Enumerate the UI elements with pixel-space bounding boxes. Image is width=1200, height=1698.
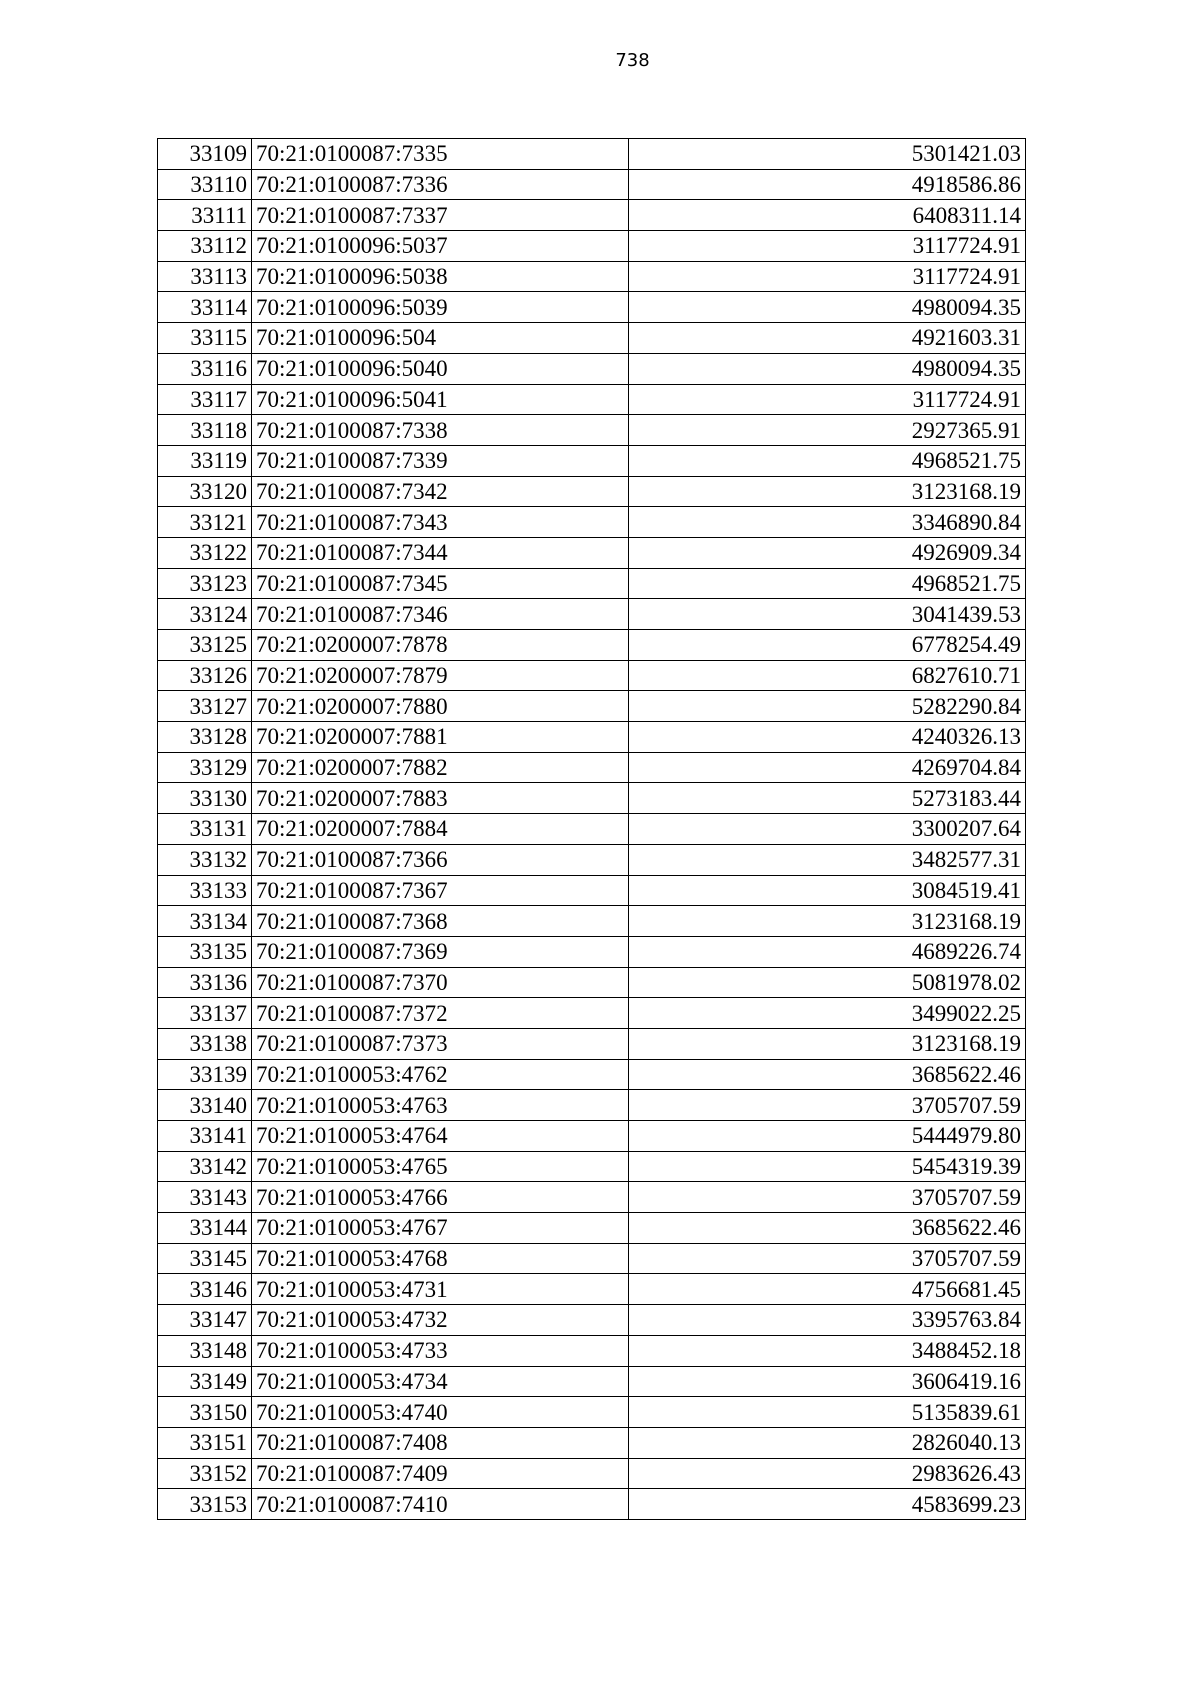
table-row <box>158 1458 1026 1489</box>
cadastral-number: 70:21:0100053:4767 <box>252 1213 629 1244</box>
table-row <box>158 1182 1026 1213</box>
table-row <box>158 1305 1026 1336</box>
cadastral-value: 3685622.46 <box>629 1059 1026 1090</box>
row-number: 33125 <box>158 630 252 661</box>
cadastral-number: 70:21:0100087:7369 <box>252 936 629 967</box>
cadastral-number: 70:21:0100087:7408 <box>252 1427 629 1458</box>
row-number: 33137 <box>158 998 252 1029</box>
cadastral-number: 70:21:0200007:7882 <box>252 752 629 783</box>
cadastral-number: 70:21:0100053:4768 <box>252 1243 629 1274</box>
cadastral-number: 70:21:0100087:7342 <box>252 476 629 507</box>
table-row <box>158 691 1026 722</box>
cadastral-number: 70:21:0100087:7339 <box>252 445 629 476</box>
cadastral-value: 4921603.31 <box>629 323 1026 354</box>
cadastral-number: 70:21:0100053:4731 <box>252 1274 629 1305</box>
cadastral-number: 70:21:0100096:5038 <box>252 261 629 292</box>
cadastral-number: 70:21:0100087:7335 <box>252 139 629 170</box>
cadastral-number: 70:21:0200007:7880 <box>252 691 629 722</box>
cadastral-number: 70:21:0200007:7884 <box>252 814 629 845</box>
page-number: 738 <box>615 50 650 71</box>
row-number: 33129 <box>158 752 252 783</box>
cadastral-value: 3117724.91 <box>629 261 1026 292</box>
cadastral-value: 3346890.84 <box>629 507 1026 538</box>
row-number: 33141 <box>158 1121 252 1152</box>
table-row <box>158 231 1026 262</box>
table-row <box>158 998 1026 1029</box>
row-number: 33134 <box>158 906 252 937</box>
row-number: 33139 <box>158 1059 252 1090</box>
cadastral-number: 70:21:0100053:4762 <box>252 1059 629 1090</box>
row-number: 33126 <box>158 660 252 691</box>
table-row <box>158 415 1026 446</box>
cadastral-value: 4968521.75 <box>629 445 1026 476</box>
table-row <box>158 814 1026 845</box>
cadastral-value: 3685622.46 <box>629 1213 1026 1244</box>
cadastral-value: 6408311.14 <box>629 200 1026 231</box>
cadastral-value: 5282290.84 <box>629 691 1026 722</box>
table-row <box>158 292 1026 323</box>
cadastral-value: 3117724.91 <box>629 384 1026 415</box>
cadastral-number: 70:21:0100096:5040 <box>252 353 629 384</box>
table-row <box>158 967 1026 998</box>
table-row <box>158 906 1026 937</box>
table-row <box>158 844 1026 875</box>
cadastral-number: 70:21:0100053:4764 <box>252 1121 629 1152</box>
cadastral-number: 70:21:0100087:7346 <box>252 599 629 630</box>
table-row <box>158 630 1026 661</box>
cadastral-number: 70:21:0100087:7410 <box>252 1489 629 1520</box>
row-number: 33128 <box>158 722 252 753</box>
cadastral-value: 3705707.59 <box>629 1090 1026 1121</box>
table-row <box>158 1059 1026 1090</box>
cadastral-number: 70:21:0100053:4734 <box>252 1366 629 1397</box>
cadastral-value: 3499022.25 <box>629 998 1026 1029</box>
row-number: 33119 <box>158 445 252 476</box>
cadastral-number: 70:21:0100053:4763 <box>252 1090 629 1121</box>
cadastral-value: 3606419.16 <box>629 1366 1026 1397</box>
cadastral-number: 70:21:0200007:7881 <box>252 722 629 753</box>
table-row <box>158 722 1026 753</box>
table-row <box>158 1335 1026 1366</box>
cadastral-number: 70:21:0100053:4733 <box>252 1335 629 1366</box>
cadastral-value: 3705707.59 <box>629 1182 1026 1213</box>
cadastral-value: 4918586.86 <box>629 169 1026 200</box>
table-row <box>158 1366 1026 1397</box>
cadastral-number: 70:21:0100053:4766 <box>252 1182 629 1213</box>
table-row <box>158 476 1026 507</box>
table-row <box>158 507 1026 538</box>
cadastral-value: 4926909.34 <box>629 537 1026 568</box>
row-number: 33138 <box>158 1028 252 1059</box>
cadastral-number: 70:21:0100087:7343 <box>252 507 629 538</box>
row-number: 33135 <box>158 936 252 967</box>
cadastral-number: 70:21:0100096:5039 <box>252 292 629 323</box>
row-number: 33123 <box>158 568 252 599</box>
table-row <box>158 1090 1026 1121</box>
cadastral-value: 3488452.18 <box>629 1335 1026 1366</box>
row-number: 33127 <box>158 691 252 722</box>
cadastral-value: 2826040.13 <box>629 1427 1026 1458</box>
row-number: 33140 <box>158 1090 252 1121</box>
cadastral-value: 3300207.64 <box>629 814 1026 845</box>
row-number: 33131 <box>158 814 252 845</box>
row-number: 33148 <box>158 1335 252 1366</box>
cadastral-value: 3123168.19 <box>629 1028 1026 1059</box>
table-row <box>158 783 1026 814</box>
cadastral-value: 3705707.59 <box>629 1243 1026 1274</box>
table-row <box>158 1243 1026 1274</box>
table-row <box>158 384 1026 415</box>
table-row <box>158 568 1026 599</box>
cadastral-number: 70:21:0100087:7366 <box>252 844 629 875</box>
table-row <box>158 1489 1026 1520</box>
cadastral-number: 70:21:0100096:5037 <box>252 231 629 262</box>
table-row <box>158 1427 1026 1458</box>
row-number: 33152 <box>158 1458 252 1489</box>
cadastral-value-table <box>157 138 1026 1520</box>
row-number: 33109 <box>158 139 252 170</box>
row-number: 33110 <box>158 169 252 200</box>
cadastral-value: 6827610.71 <box>629 660 1026 691</box>
table-row <box>158 445 1026 476</box>
cadastral-number: 70:21:0200007:7879 <box>252 660 629 691</box>
table-row <box>158 599 1026 630</box>
row-number: 33145 <box>158 1243 252 1274</box>
row-number: 33117 <box>158 384 252 415</box>
row-number: 33115 <box>158 323 252 354</box>
cadastral-number: 70:21:0100087:7337 <box>252 200 629 231</box>
cadastral-value: 3041439.53 <box>629 599 1026 630</box>
cadastral-value: 4583699.23 <box>629 1489 1026 1520</box>
cadastral-value: 4980094.35 <box>629 292 1026 323</box>
cadastral-value: 3482577.31 <box>629 844 1026 875</box>
row-number: 33151 <box>158 1427 252 1458</box>
row-number: 33118 <box>158 415 252 446</box>
table-row <box>158 1397 1026 1428</box>
table-row <box>158 323 1026 354</box>
cadastral-value: 6778254.49 <box>629 630 1026 661</box>
cadastral-number: 70:21:0100087:7344 <box>252 537 629 568</box>
cadastral-value: 2983626.43 <box>629 1458 1026 1489</box>
cadastral-value: 3395763.84 <box>629 1305 1026 1336</box>
cadastral-number: 70:21:0100096:5041 <box>252 384 629 415</box>
table-row <box>158 1151 1026 1182</box>
table-row <box>158 261 1026 292</box>
cadastral-value: 5273183.44 <box>629 783 1026 814</box>
cadastral-value: 2927365.91 <box>629 415 1026 446</box>
cadastral-number: 70:21:0100087:7372 <box>252 998 629 1029</box>
row-number: 33112 <box>158 231 252 262</box>
table-row <box>158 1028 1026 1059</box>
row-number: 33124 <box>158 599 252 630</box>
table-row <box>158 353 1026 384</box>
row-number: 33153 <box>158 1489 252 1520</box>
cadastral-number: 70:21:0100087:7368 <box>252 906 629 937</box>
table-row <box>158 660 1026 691</box>
row-number: 33114 <box>158 292 252 323</box>
cadastral-value: 5135839.61 <box>629 1397 1026 1428</box>
cadastral-value: 3084519.41 <box>629 875 1026 906</box>
cadastral-value: 3117724.91 <box>629 231 1026 262</box>
table-row <box>158 875 1026 906</box>
cadastral-value: 4269704.84 <box>629 752 1026 783</box>
row-number: 33142 <box>158 1151 252 1182</box>
row-number: 33146 <box>158 1274 252 1305</box>
cadastral-number: 70:21:0200007:7883 <box>252 783 629 814</box>
row-number: 33122 <box>158 537 252 568</box>
cadastral-value: 4240326.13 <box>629 722 1026 753</box>
table-row <box>158 169 1026 200</box>
table-row <box>158 1213 1026 1244</box>
cadastral-value: 3123168.19 <box>629 906 1026 937</box>
cadastral-number: 70:21:0100053:4732 <box>252 1305 629 1336</box>
row-number: 33150 <box>158 1397 252 1428</box>
cadastral-value: 5454319.39 <box>629 1151 1026 1182</box>
table-row <box>158 936 1026 967</box>
row-number: 33143 <box>158 1182 252 1213</box>
table-row <box>158 537 1026 568</box>
cadastral-value: 4980094.35 <box>629 353 1026 384</box>
cadastral-number: 70:21:0100087:7373 <box>252 1028 629 1059</box>
row-number: 33147 <box>158 1305 252 1336</box>
table-row <box>158 200 1026 231</box>
row-number: 33120 <box>158 476 252 507</box>
cadastral-value: 5301421.03 <box>629 139 1026 170</box>
row-number: 33121 <box>158 507 252 538</box>
row-number: 33130 <box>158 783 252 814</box>
table-row <box>158 1274 1026 1305</box>
cadastral-value: 4756681.45 <box>629 1274 1026 1305</box>
cadastral-value: 3123168.19 <box>629 476 1026 507</box>
row-number: 33149 <box>158 1366 252 1397</box>
row-number: 33111 <box>158 200 252 231</box>
cadastral-value: 5444979.80 <box>629 1121 1026 1152</box>
cadastral-number: 70:21:0200007:7878 <box>252 630 629 661</box>
row-number: 33136 <box>158 967 252 998</box>
cadastral-number: 70:21:0100087:7345 <box>252 568 629 599</box>
cadastral-value: 4968521.75 <box>629 568 1026 599</box>
table-row <box>158 139 1026 170</box>
table-body <box>158 139 1026 1520</box>
cadastral-number: 70:21:0100053:4765 <box>252 1151 629 1182</box>
table-row <box>158 1121 1026 1152</box>
cadastral-number: 70:21:0100087:7336 <box>252 169 629 200</box>
row-number: 33116 <box>158 353 252 384</box>
cadastral-number: 70:21:0100053:4740 <box>252 1397 629 1428</box>
table-row <box>158 752 1026 783</box>
cadastral-number: 70:21:0100096:504 <box>252 323 629 354</box>
cadastral-number: 70:21:0100087:7409 <box>252 1458 629 1489</box>
cadastral-number: 70:21:0100087:7367 <box>252 875 629 906</box>
row-number: 33113 <box>158 261 252 292</box>
cadastral-number: 70:21:0100087:7370 <box>252 967 629 998</box>
row-number: 33133 <box>158 875 252 906</box>
cadastral-number: 70:21:0100087:7338 <box>252 415 629 446</box>
cadastral-value: 5081978.02 <box>629 967 1026 998</box>
row-number: 33132 <box>158 844 252 875</box>
cadastral-value: 4689226.74 <box>629 936 1026 967</box>
row-number: 33144 <box>158 1213 252 1244</box>
